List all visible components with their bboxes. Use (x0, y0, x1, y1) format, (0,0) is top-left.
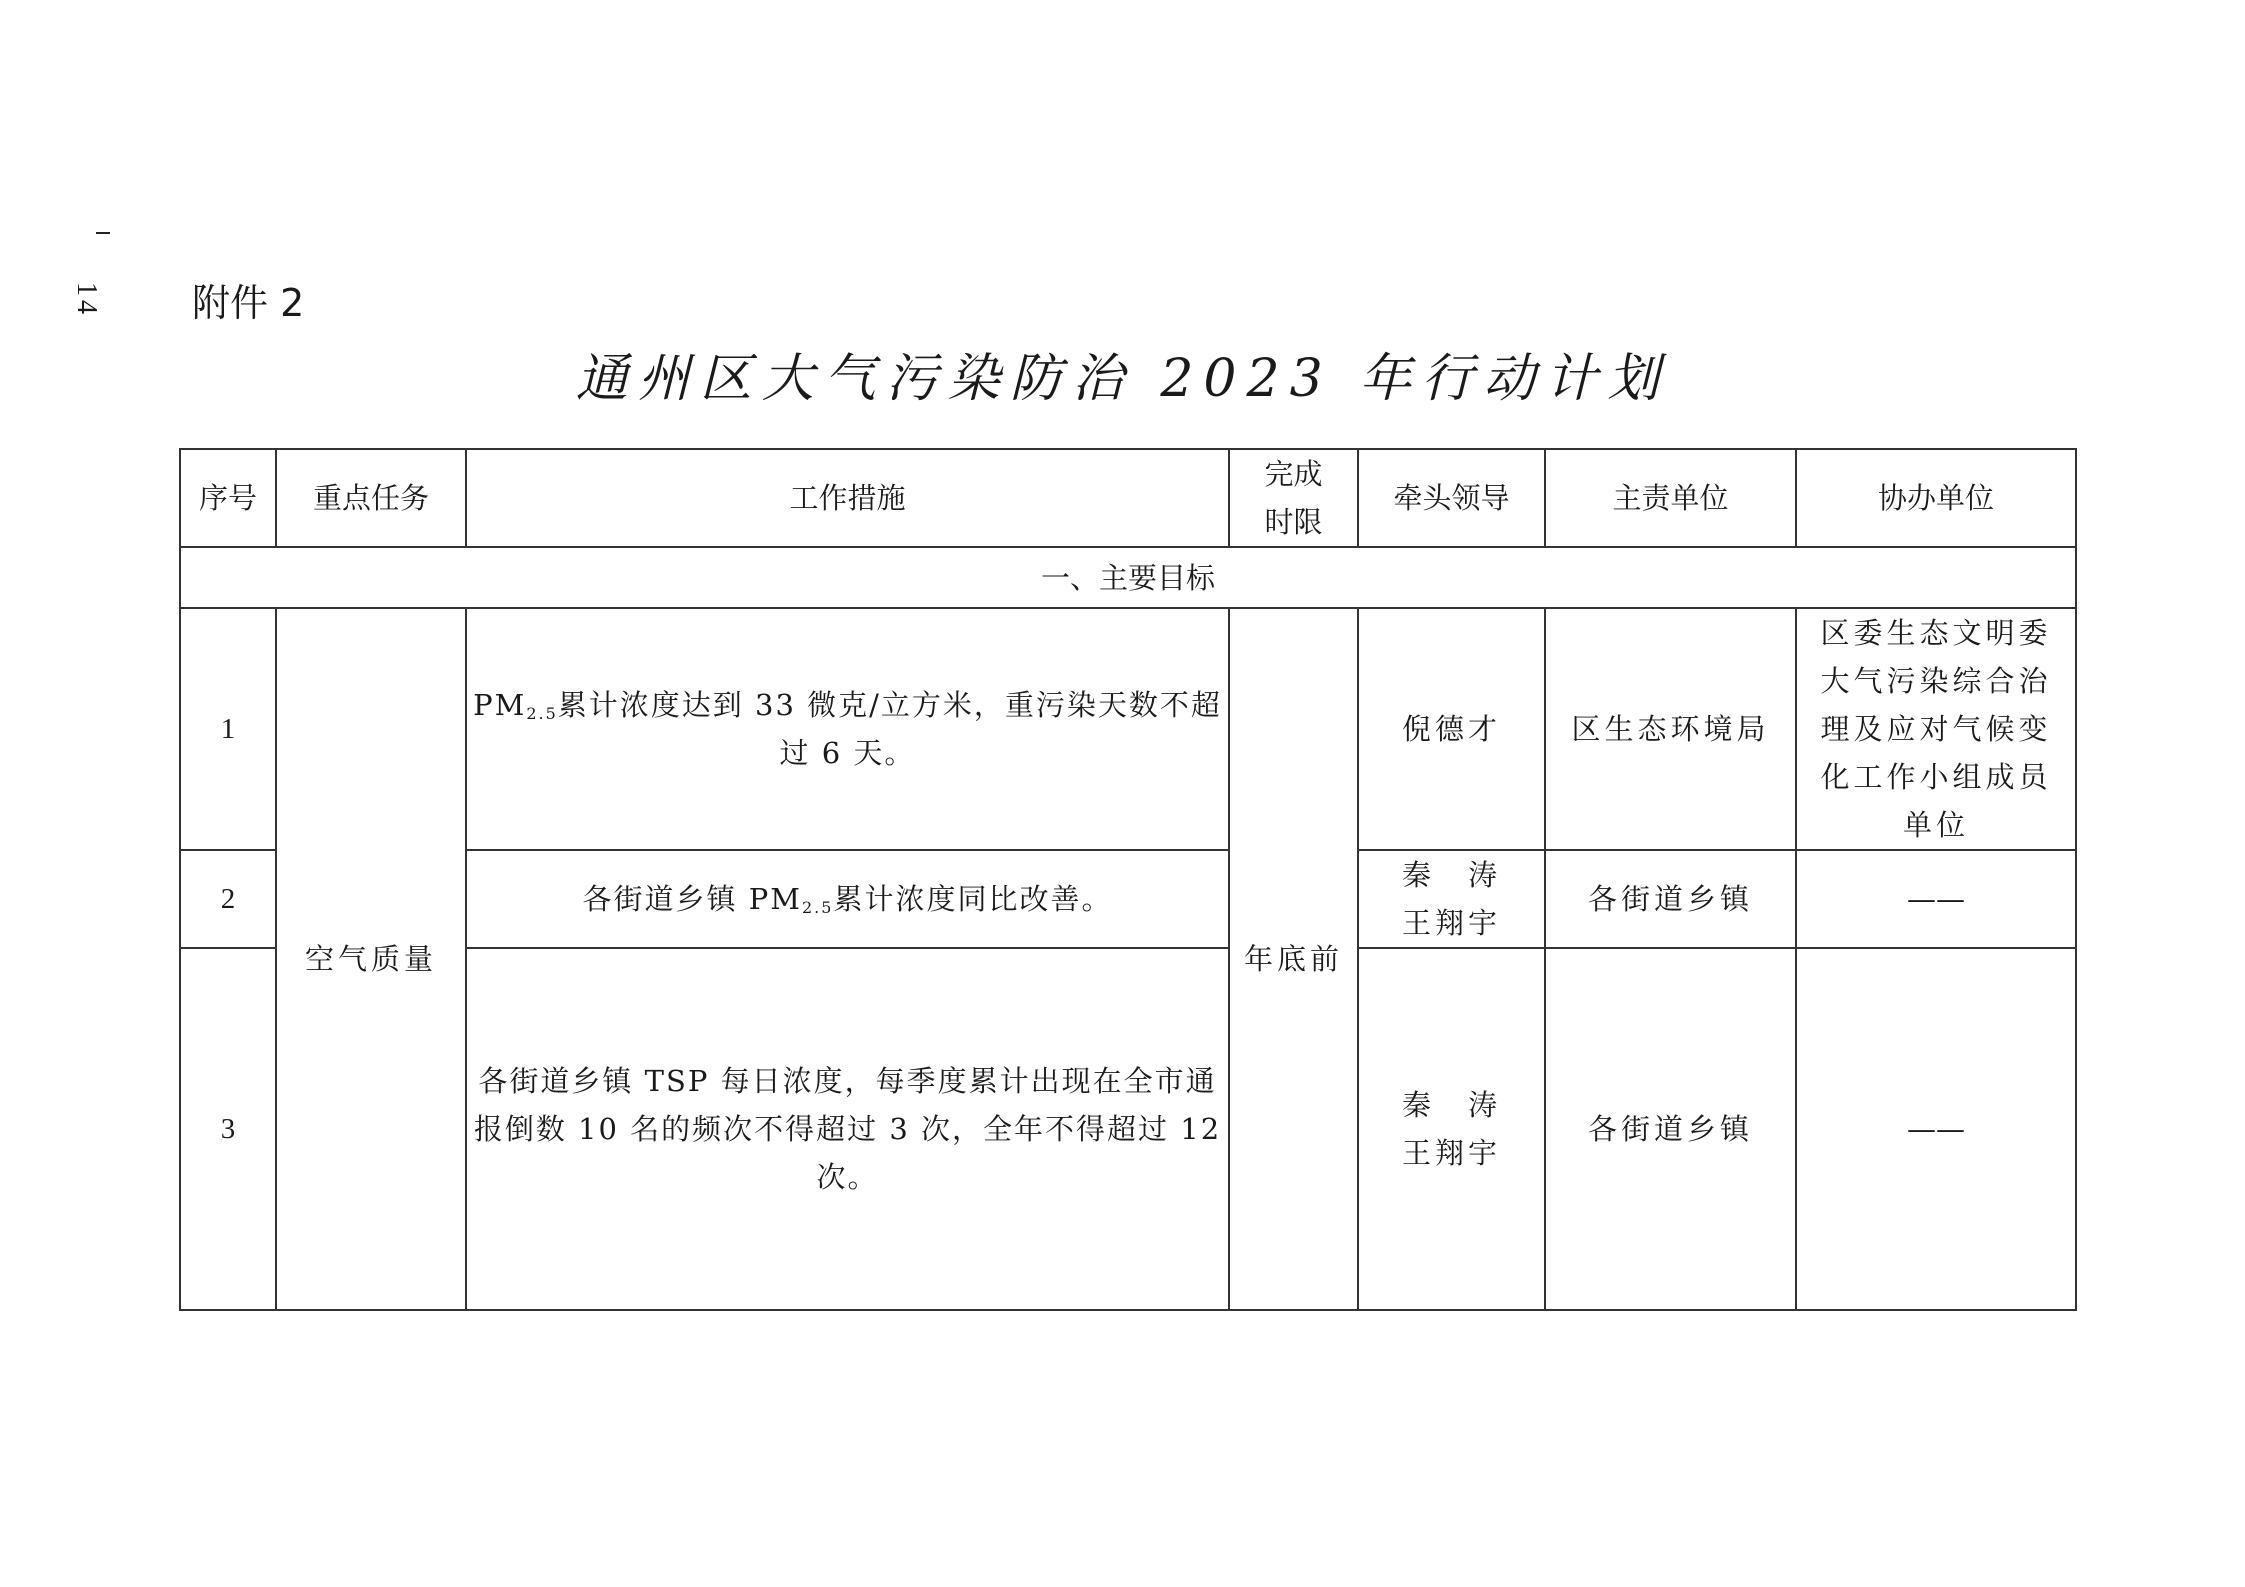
attachment-label: 附件 2 (192, 281, 305, 325)
row-seq: 2 (180, 850, 276, 948)
main-unit-cell: 区生态环境局 (1545, 608, 1796, 850)
deadline-cell: 年底前 (1229, 608, 1358, 1310)
measure-text: PM (473, 688, 527, 722)
header-seq: 序号 (180, 449, 276, 547)
leader-name: 秦 涛 (1401, 1088, 1501, 1122)
measure-cell (466, 948, 1229, 1310)
header-assist-unit: 协办单位 (1796, 449, 2076, 547)
measure-subscript: 2.5 (801, 898, 834, 917)
measure-text-cont: 累计浓度同比改善。 (833, 882, 1113, 916)
leader-cell (1358, 850, 1545, 948)
header-deadline (1229, 449, 1358, 547)
measure-subscript: 2.5 (526, 704, 558, 723)
section-title: 一、主要目标 (180, 547, 2076, 608)
leader-name: 王翔宇 (1401, 1136, 1501, 1170)
measure-cell (466, 608, 1229, 850)
table-header-row (180, 449, 2076, 547)
page-number (71, 232, 122, 342)
measure-text-cont: 累计浓度达到 33 微克/立方米，重污染天数不超过 6 天。 (557, 688, 1222, 770)
header-leader: 牵头领导 (1358, 449, 1545, 547)
header-measures: 工作措施 (466, 449, 1229, 547)
leader-cell (1358, 948, 1545, 1310)
leader-name: 秦 涛 (1401, 858, 1501, 892)
row-seq: 1 (180, 608, 276, 850)
leader-cell (1358, 608, 1545, 850)
measure-text: 各街道乡镇 PM (582, 882, 802, 916)
action-plan-table (179, 448, 2077, 1311)
table-row (180, 608, 2076, 850)
measure-cell (466, 850, 1229, 948)
header-task: 重点任务 (276, 449, 466, 547)
leader-name: 王翔宇 (1401, 906, 1501, 940)
measure-text: 各街道乡镇 TSP 每日浓度，每季度累计出现在全市通报倒数 10 名的频次不得超过 3 次，全年不得超过 12 次。 (473, 1064, 1222, 1194)
assist-unit-cell: —— (1796, 850, 2076, 948)
main-unit-cell: 各街道乡镇 (1545, 850, 1796, 948)
header-deadline-line2: 时限 (1264, 505, 1323, 539)
assist-unit-cell: 区委生态文明委大气污染综合治理及应对气候变化工作小组成员单位 (1796, 608, 2076, 850)
section-row (180, 547, 2076, 608)
header-main-unit: 主责单位 (1545, 449, 1796, 547)
task-cell: 空气质量 (276, 608, 466, 1310)
page-number-text: 14 (71, 282, 102, 318)
leader-name: 倪德才 (1401, 712, 1501, 746)
main-unit-cell: 各街道乡镇 (1545, 948, 1796, 1310)
header-deadline-line1: 完成 (1264, 457, 1323, 491)
document-title: 通州区大气污染防治 2023 年行动计划 (575, 349, 1670, 409)
page-number-dash (96, 232, 110, 234)
row-seq: 3 (180, 948, 276, 1310)
assist-unit-cell: —— (1796, 948, 2076, 1310)
